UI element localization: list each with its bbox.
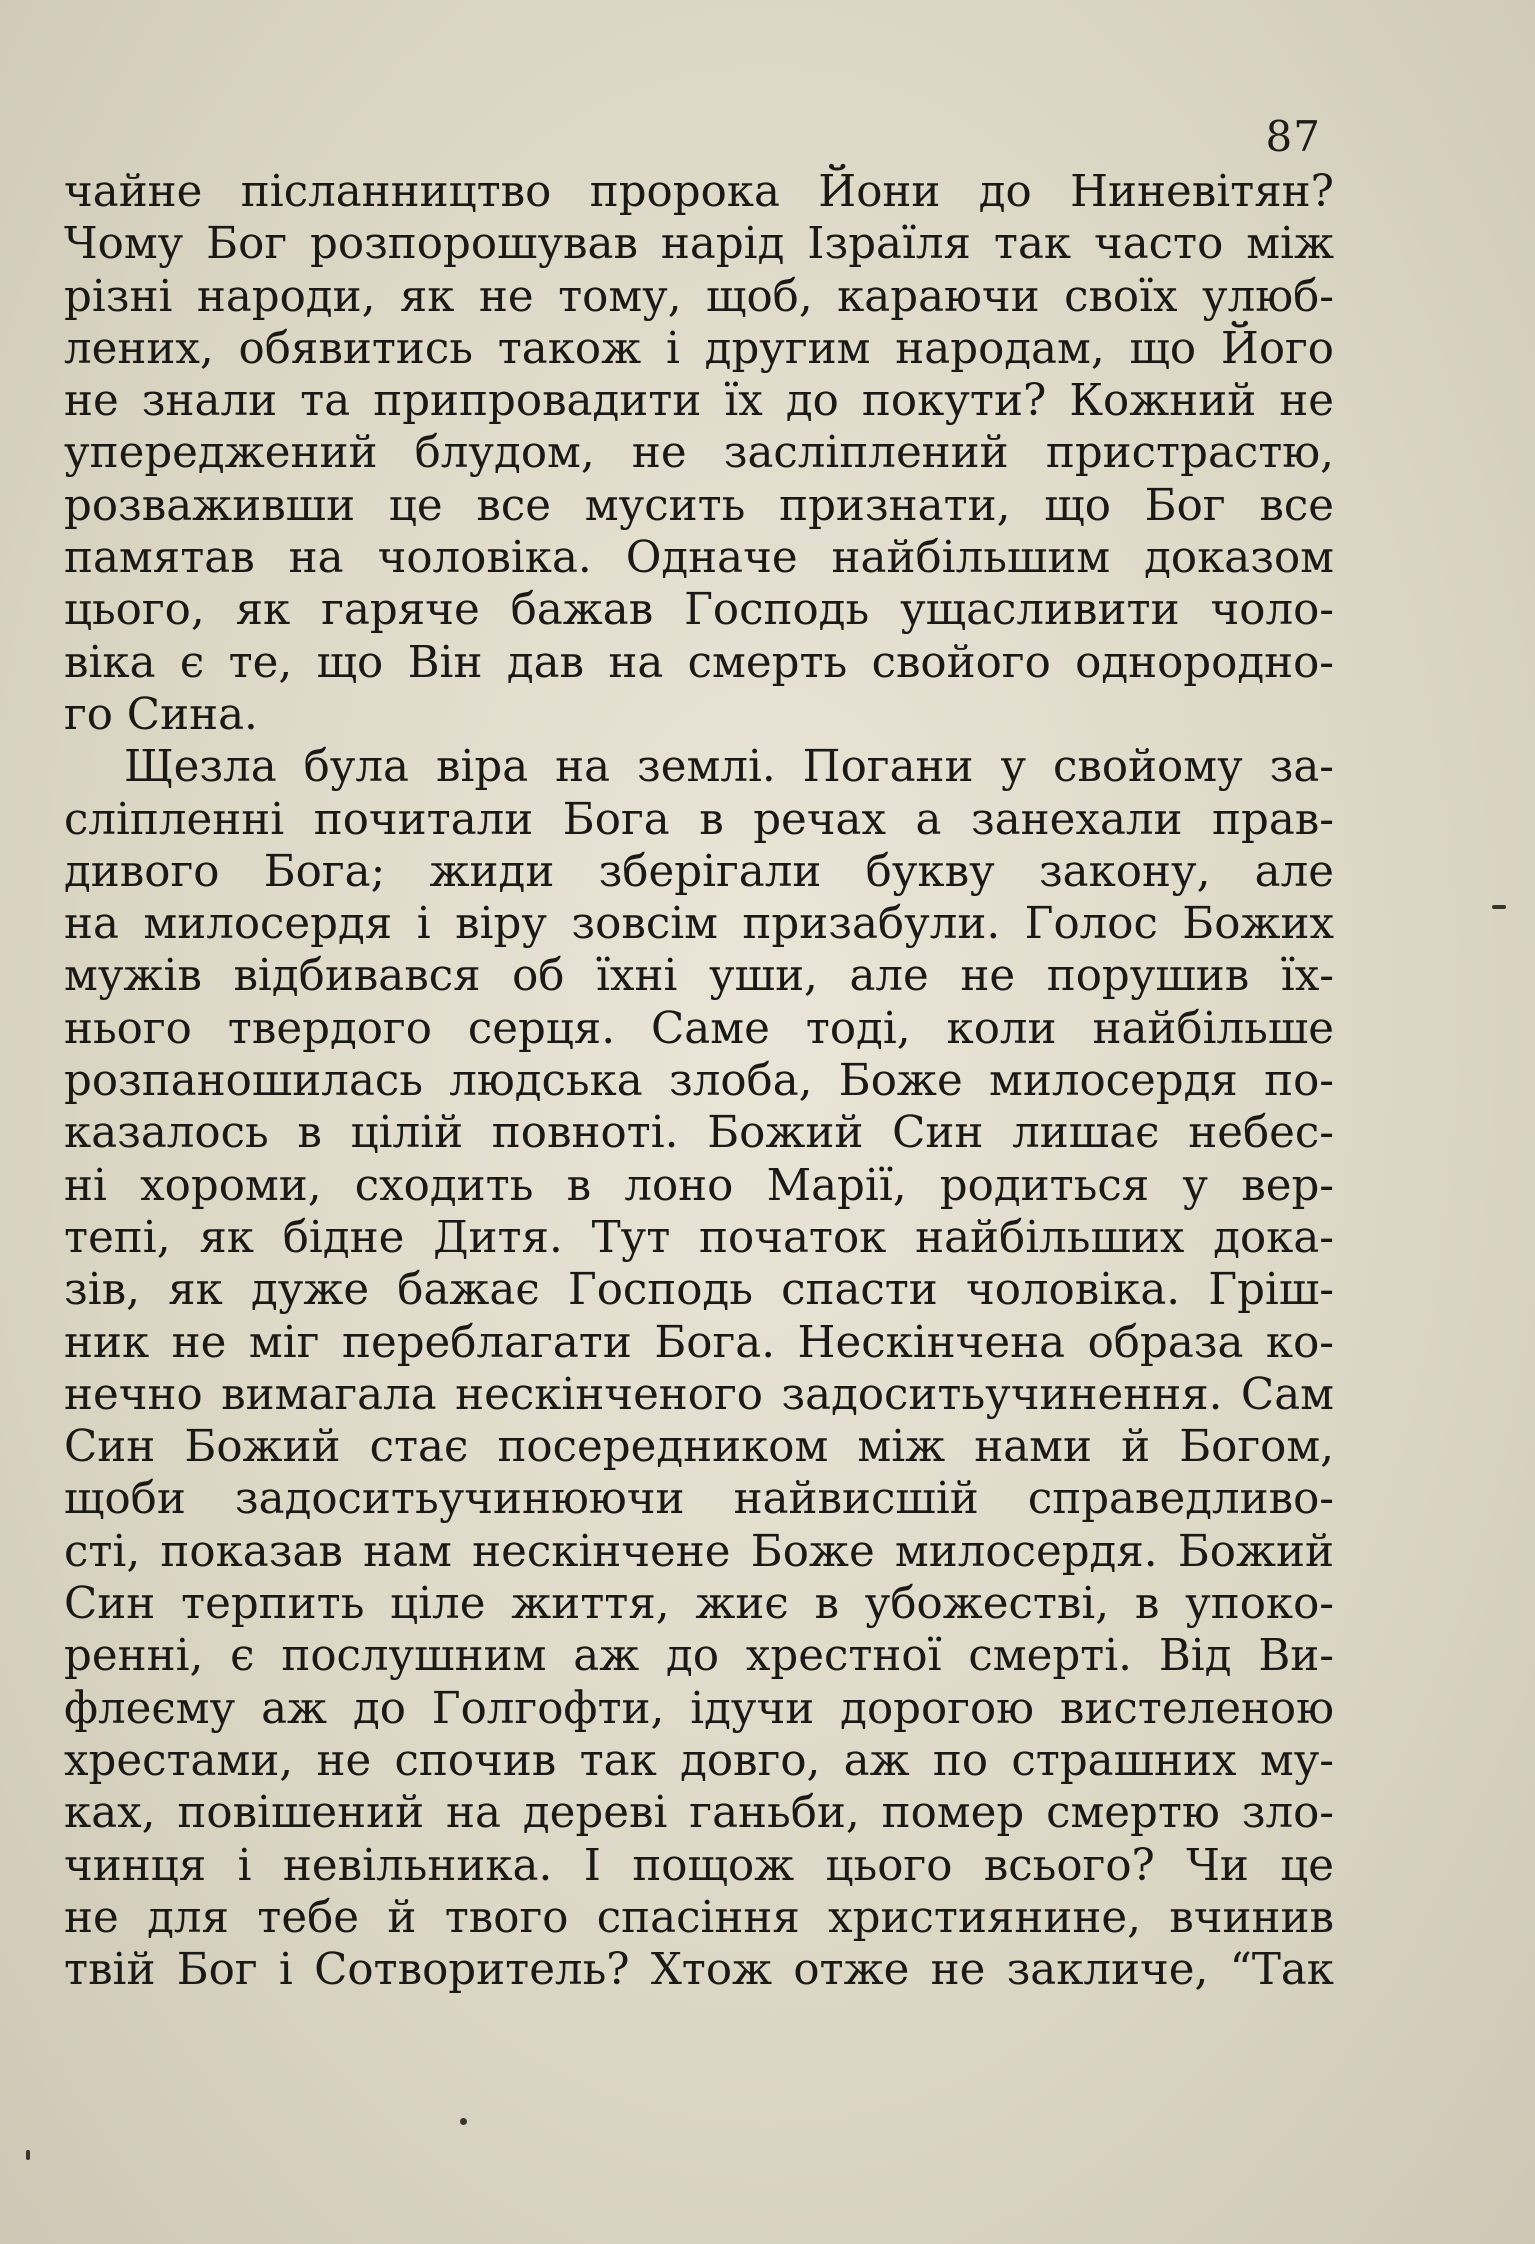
text-line: чинця і невільника. І пощож цього всього? Чи це [64,1840,1334,1891]
text-line: казалось в цілій повноті. Божий Син лишає небес- [64,1108,1334,1159]
paper-speck [460,2118,467,2125]
text-line: не знали та припровадити їх до покути? Кожний не [64,376,1334,427]
text-line: сліпленні почитали Бога в речах а занехали прав- [64,794,1334,845]
text-line: сті, показав нам нескінчене Боже милосердя. Божий [64,1526,1334,1577]
text-line: різні народи, як не тому, щоб, караючи своїх улюб- [64,271,1334,322]
text-line: Син Божий стає посередником між нами й Богом, [64,1422,1334,1473]
text-line: Щезла була віра на землі. Погани у свойому за- [124,742,1334,793]
text-line: флеєму аж до Голгофти, ідучи дорогою вистеленою [64,1683,1334,1734]
text-line: ник не міг переблагати Бога. Нескінчена образа ко- [64,1317,1334,1368]
text-line: щоби задоситьучинюючи найвисшій справедливо- [64,1474,1334,1525]
text-line: чайне післанництво пророка Йони до Ниневітян? [64,167,1334,217]
text-line: цього, як гаряче бажав Господь ущасливити чоло- [64,585,1334,636]
text-line: лених, обявитись також і другим народам, що Його [64,323,1334,374]
text-line: тепі, як бідне Дитя. Тут початок найбільших дока- [64,1212,1334,1263]
body-text [64,166,1334,1996]
text-line: хрестами, не спочив так довго, аж по страшних му- [64,1735,1334,1786]
text-line: не для тебе й твого спасіння християнине, вчинив [64,1892,1334,1943]
text-line: нечно вимагала нескінченого задоситьучинення. Сам [64,1369,1334,1420]
paper-speck [1492,905,1506,909]
text-line: твій Бог і Сотворитель? Хтож отже не закличе, “Так [64,1945,1334,1996]
text-line: зів, як дуже бажає Господь спасти чоловіка. Гріш- [64,1265,1334,1316]
text-line: ні хороми, сходить в лоно Марії, родиться у вер- [64,1160,1334,1211]
text-line: віка є те, що Він дав на смерть свойого однородно- [64,637,1334,688]
text-line: памятав на чоловіка. Одначе найбільшим доказом [64,533,1334,584]
page-number: 87 [1265,112,1321,161]
text-line: ках, повішений на дереві ганьби, помер смертю зло- [64,1788,1334,1839]
text-line: мужів відбивався об їхні уши, але не порушив їх- [64,951,1334,1002]
text-line: нього твердого серця. Саме тоді, коли найбільше [64,1003,1334,1054]
text-line: на милосердя і віру зовсім призабули. Голос Божих [64,899,1334,950]
text-line: дивого Бога; жиди зберігали букву закону, але [64,846,1334,897]
text-line: розваживши це все мусить признати, що Бог все [64,480,1334,531]
paper-speck [26,2150,30,2160]
text-line: ренні, є послушним аж до хрестної смерті. Від Ви- [64,1631,1334,1682]
text-line: го Сина. [64,689,258,740]
text-line: Чому Бог розпорошував нарід Ізраїля так часто між [64,219,1334,270]
text-line: Син терпить ціле життя, жиє в убожестві, в упоко- [64,1579,1334,1630]
text-line: упереджений блудом, не засліплений пристрастю, [64,428,1334,479]
text-line: розпаношилась людська злоба, Боже милосердя по- [64,1056,1334,1107]
